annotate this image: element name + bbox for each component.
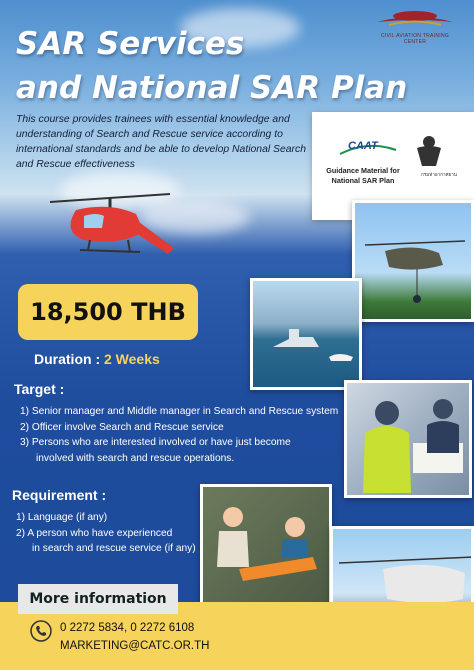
- ship-icon: [253, 281, 362, 390]
- target-item: 3) Persons who are interested involved or have just become: [20, 437, 291, 449]
- title-line-2: and National SAR Plan: [16, 70, 408, 106]
- duration: [34, 351, 160, 367]
- contact-email[interactable]: MARKETING@CATC.OR.TH: [60, 640, 210, 652]
- training-center-logo: [370, 10, 460, 56]
- course-title: [16, 22, 407, 110]
- target-item: involved with search and rescue operations.: [36, 452, 235, 464]
- requirement-item: 1) Language (if any): [16, 512, 108, 523]
- price-tag: 18,500 THB: [18, 284, 198, 340]
- photo-rescue-training: [200, 484, 332, 608]
- requirement-heading: Requirement :: [12, 487, 107, 503]
- dept-caption: กรมท่าอากาศยาน: [421, 172, 457, 177]
- contact-phone[interactable]: 0 2272 5834, 0 2272 6108: [60, 622, 195, 634]
- target-heading: Target :: [14, 381, 65, 397]
- officers-icon: [347, 383, 472, 498]
- photo-officers-briefing: [344, 380, 472, 498]
- requirement-list: [16, 510, 196, 557]
- target-item: 1) Senior manager and Middle manager in Search and Rescue system: [20, 406, 339, 417]
- duration-value: 2 Weeks: [104, 351, 160, 367]
- phone-icon: [30, 620, 52, 642]
- garuda-seal-icon: [416, 134, 442, 168]
- more-information-label: More information: [18, 584, 178, 614]
- title-line-1: SAR Services: [16, 26, 245, 62]
- target-list: [20, 404, 338, 466]
- target-item: 2) Officer involve Search and Rescue service: [20, 421, 224, 433]
- caat-brand: CAAT: [348, 140, 378, 152]
- guidance-caption: Guidance Material for National SAR Plan: [326, 166, 400, 185]
- course-intro: This course provides trainees with essential knowledge and understanding of Search and Rescue service according to international standards and be able to develop National Search and Rescue effectiveness: [16, 114, 306, 170]
- contact-info: [60, 619, 209, 655]
- rescue-team-icon: [203, 487, 332, 608]
- helicopter-photo-icon: [355, 203, 474, 322]
- training-center-label: CIVIL AVIATION TRAINING CENTER: [380, 33, 450, 45]
- helicopter-icon: [40, 176, 180, 276]
- duration-label: Duration :: [34, 351, 101, 367]
- requirement-item: 2) A person who have experienced: [16, 527, 173, 539]
- photo-ship-rescue: [250, 278, 362, 390]
- photo-helicopter-hoist: [352, 200, 474, 322]
- requirement-item: in search and rescue service (if any): [32, 543, 196, 555]
- wing-emblem-icon: [375, 10, 455, 28]
